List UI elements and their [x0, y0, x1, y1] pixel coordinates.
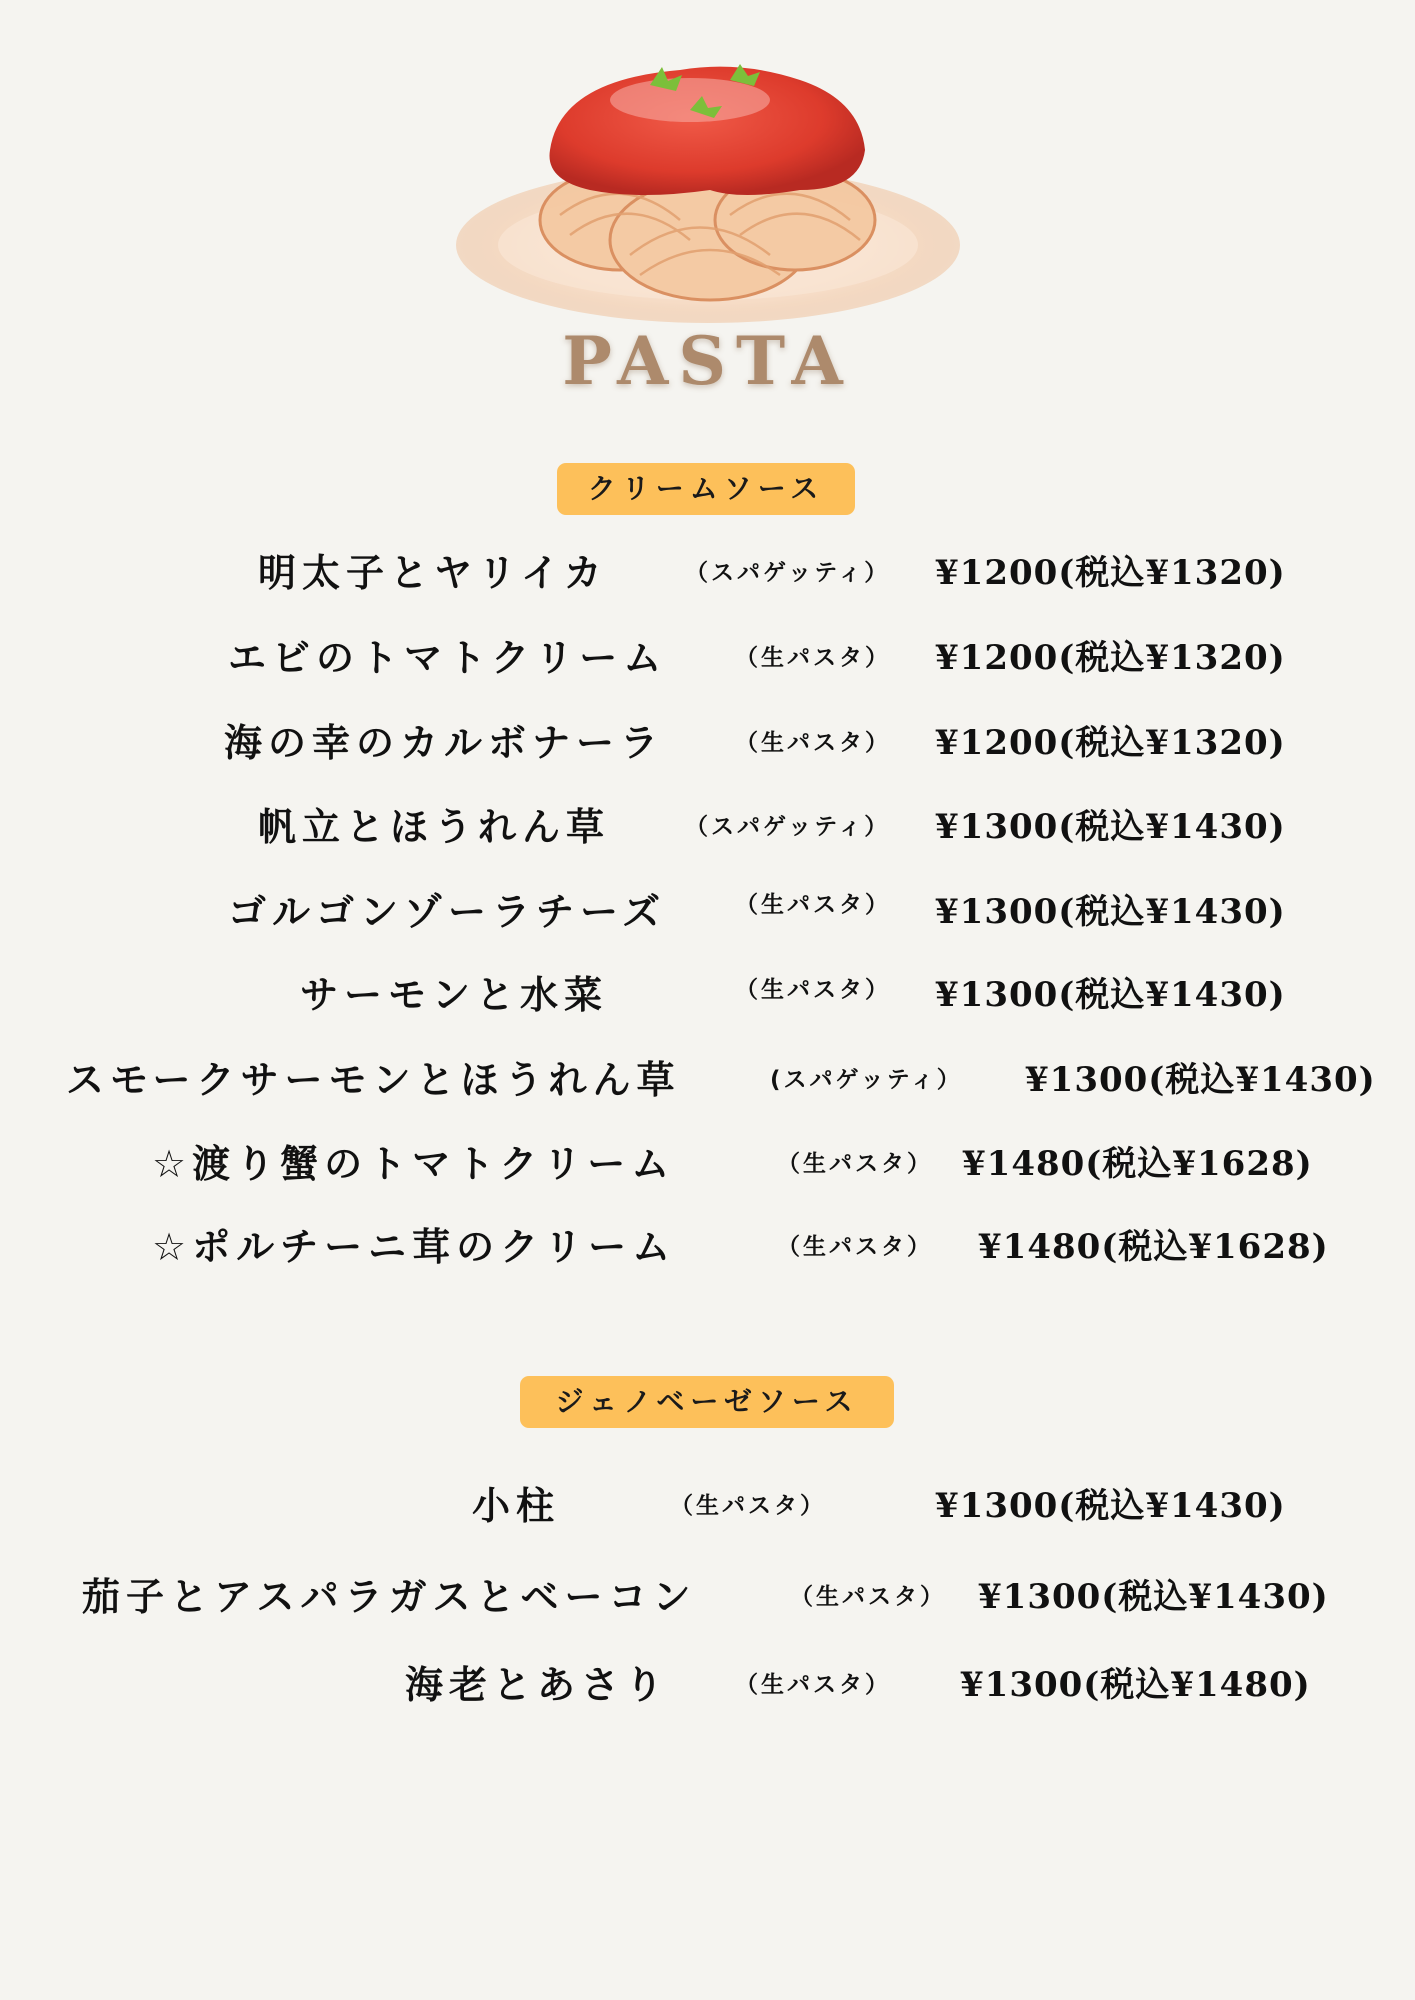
menu-item [0, 1476, 1415, 1536]
menu-item [0, 965, 1415, 1025]
menu-item [0, 713, 1415, 773]
menu-item-name: 明太子とヤリイカ [258, 551, 608, 595]
menu-item-pasta-type: （生パスタ） [735, 645, 891, 671]
menu-item-pasta-type: (スパゲッティ） [770, 1067, 963, 1093]
menu-item [0, 882, 1415, 942]
menu-item-name: ゴルゴンゾーラチーズ [228, 890, 667, 934]
menu-item-price: ¥1300(税込¥1430) [935, 975, 1286, 1015]
menu-item [0, 1655, 1415, 1715]
section-badge-genovese-sauce: ジェノベーゼソース [520, 1376, 894, 1428]
menu-item-price: ¥1300(税込¥1430) [935, 892, 1286, 932]
menu-item-price: ¥1480(税込¥1628) [978, 1227, 1329, 1267]
menu-item-pasta-type: （生パスタ） [735, 1672, 891, 1698]
menu-item-name: スモークサーモンとほうれん草 [66, 1058, 681, 1102]
menu-item-pasta-type: （生パスタ） [735, 730, 891, 756]
menu-item [0, 1567, 1415, 1627]
menu-item-price: ¥1300(税込¥1430) [1025, 1060, 1376, 1100]
menu-item-price: ¥1200(税込¥1320) [935, 638, 1286, 678]
menu-item-pasta-type: （スパゲッティ） [685, 560, 891, 586]
menu-item-name: 帆立とほうれん草 [258, 805, 611, 849]
menu-item [0, 543, 1415, 603]
menu-item-pasta-type: （生パスタ） [735, 892, 891, 918]
menu-item-price: ¥1300(税込¥1430) [935, 807, 1286, 847]
menu-item-name: 茄子とアスパラガスとベーコン [82, 1575, 697, 1619]
menu-item-name: 海の幸のカルボナーラ [224, 721, 665, 765]
menu-item-pasta-type: （生パスタ） [777, 1234, 933, 1260]
menu-item-pasta-type: （生パスタ） [670, 1493, 826, 1519]
menu-item-price: ¥1300(税込¥1430) [978, 1577, 1329, 1617]
menu-item [0, 628, 1415, 688]
menu-item-name: 海老とあさり [405, 1663, 670, 1707]
menu-item-price: ¥1300(税込¥1480) [960, 1665, 1311, 1705]
menu-item-name: ☆渡り蟹のトマトクリーム [152, 1142, 676, 1186]
menu-item-pasta-type: （スパゲッティ） [685, 814, 891, 840]
menu-item [0, 797, 1415, 857]
section-badge-cream-sauce: クリームソース [557, 463, 855, 515]
menu-item-pasta-type: （生パスタ） [790, 1584, 946, 1610]
menu-item-pasta-type: （生パスタ） [735, 977, 891, 1003]
menu-item [0, 1217, 1415, 1277]
menu-item-price: ¥1200(税込¥1320) [935, 723, 1286, 763]
menu-item [0, 1050, 1415, 1110]
menu-item-name: サーモンと水菜 [300, 973, 609, 1017]
menu-title: PASTA [562, 322, 853, 400]
menu-item-name: エビのトマトクリーム [228, 636, 668, 680]
menu-item-price: ¥1300(税込¥1430) [935, 1486, 1286, 1526]
menu-item-name: 小柱 [472, 1484, 561, 1528]
menu-item-pasta-type: （生パスタ） [777, 1151, 933, 1177]
menu-item [0, 1134, 1415, 1194]
pasta-plate-illustration [440, 40, 980, 330]
menu-item-price: ¥1480(税込¥1628) [962, 1144, 1313, 1184]
menu-item-name: ☆ポルチーニ茸のクリーム [152, 1225, 677, 1269]
menu-item-price: ¥1200(税込¥1320) [935, 553, 1286, 593]
